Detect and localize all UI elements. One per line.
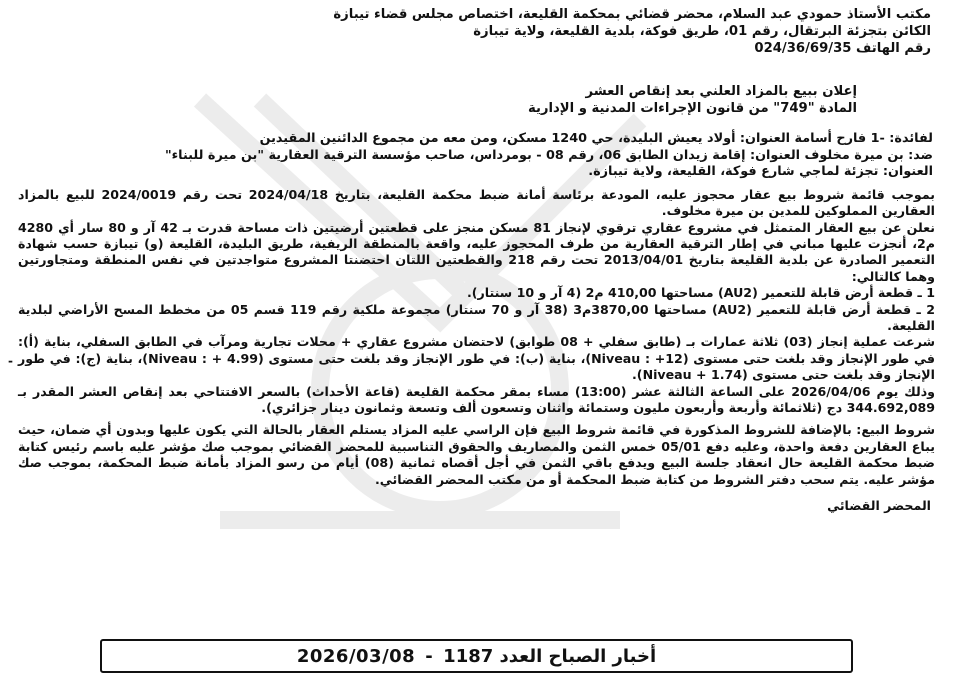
notice-title-main: إعلان ببيع بالمزاد العلني بعد إنقاص العشر: [585, 84, 857, 99]
header-line-address: الكائن بتجزئة البرتقال، رقم 01، طريق فوكة، بلدية القليعة، ولاية تيبازة: [473, 24, 931, 39]
notice-title: [18, 83, 935, 117]
bailiff-header: [18, 6, 935, 57]
margin-mark: -: [8, 354, 13, 368]
signature: المحضر القضائي: [827, 498, 931, 514]
paragraph-conditions: شروط البيع: بالإضافة للشروط المذكورة في قائمة شروط البيع فإن الراسي عليه المزاد يستلم العقار بالحالة التي يكون عليها وبدون أي ضمان، حيث يباع العقارين دفعة واحدة، وعليه دفع 05/01 خمس الثمن والمصاريف والحقوق التناسبية للمحضر القضائي بموجب صك مؤشر عليه باسم رئيس كتابة ضبط محكمة القليعة حال انعقاد جلسة البيع ويدفع باقي الثمن في أجل أقصاه ثمانية (08) أيام من رسو المزاد بأمانة ضبط المحكمة، بموجب صك مؤشر عليه. يتم سحب دفتر الشروط من كتابة ضبط المحكمة أو من مكتب المحضر القضائي.: [18, 422, 935, 487]
paragraph-deposit: بموجب قائمة شروط بيع عقار محجوز عليه، المودعة برئاسة أمانة ضبط محكمة القليعة، بتاريخ 2024/04/18 تحت رقم 2024/0019 للبيع بالمزاد العقارين المملوكين للمدين بن ميرة مخلوف.: [18, 186, 935, 219]
newspaper-footer: [100, 639, 853, 673]
notice-title-article: المادة "749" من قانون الإجراءات المدنية و الإدارية: [527, 101, 857, 116]
debtor-line: ضد: بن ميرة مخلوف العنوان: إقامة زيدان الطابق 06، رقم 08 - بومرداس، صاحب مؤسسة الترقية العقارية "بن ميرة للبناء": [164, 147, 933, 163]
paragraph-property: نعلن عن بيع العقار المتمثل في مشروع عقاري ترقوي لإنجاز 81 مسكن منجز على قطعتين أرضيتين ذات مساحة قدرت بـ 42 آر و 80 سار أي 4280 م2، أنجزت عليها مباني في إطار الترقية العقارية من طرف المحجوز عليه، واقعة بالمنطقة الريفية، طريق البليدة، القليعة (و) تيبازة حسب شهادة التعمير الصادرة عن بلدية القليعة بتاريخ 2013/04/01 تحت رقم 218 والقطعتين اللتان احتضنتا المشروع متواجدتين في نفس المنطقة ومتجاورتين وهما كالتالي:: [18, 219, 935, 284]
footer-separator: -: [425, 645, 434, 667]
header-line-phone: رقم الهاتف 024/36/69/35: [754, 41, 931, 56]
parties-block: [18, 131, 935, 181]
creditor-line: لفائدة: -1 فارح أسامة العنوان: أولاد يعيش البليدة، حي 1240 مسكن، ومن معه من مجموع الدائنين المقيدين: [259, 131, 933, 146]
notice-body: [18, 187, 935, 488]
paragraph-auction-date: وذلك يوم 2026/04/06 على الساعة الثالثة عشر (13:00) مساء بمقر محكمة القليعة (قاعة الأحداث) بالسعر الافتتاحي بعد إنقاص العشر المقدر بـ 344.692,089 دج (ثلاثمائة وأربعة وأربعون مليون وستمائة واثنان وتسعون ألف وتسعة وثمانون دينار جزائري).: [18, 383, 935, 416]
debtor-address-line: العنوان: تجزئة لماجي شارع فوكة، القليعة، ولاية تيبازة.: [588, 164, 933, 180]
paragraph-plot-2: 2 ـ قطعة أرض قابلة للتعمير (AU2) مساحتها 3870,00م3 (38 آر و 70 سنتار) مجموعة ملكية رقم 119 قسم 05 من مخطط المسح الأراضي لبلدية القليعة.: [18, 301, 935, 334]
paragraph-construction: شرعت عملية إنجاز (03) ثلاثة عمارات بـ (طابق سفلي + 08 طوابق) لاحتضان مشروع عقاري + محلات تجارية ومرآب في الطابق السفلي، بناية (أ): في طور الإنجاز وقد بلغت حتى مستوى (Niveau : +12)، بناية (ب): في طور الإنجاز وقد بلغت حتى مستوى (Niveau : + 4.99)، بناية (ج): في طور الإنجاز وقد بلغت حتى مستوى (Niveau + 1.74).: [18, 334, 936, 383]
legal-notice: [18, 6, 935, 639]
paragraph-plot-1: 1 ـ قطعة أرض قابلة للتعمير (AU2) مساحتها 410,00 م2 (4 آر و 10 سنتار).: [467, 285, 935, 301]
header-line-office: مكتب الأستاذ حمودي عبد السلام، محضر قضائي بمحكمة القليعة، اختصاص مجلس قضاء تيبازة: [333, 7, 931, 22]
publication-date: 2026/03/08: [296, 645, 416, 667]
newspaper-issue: أخبار الصباح العدد 1187: [443, 645, 657, 667]
